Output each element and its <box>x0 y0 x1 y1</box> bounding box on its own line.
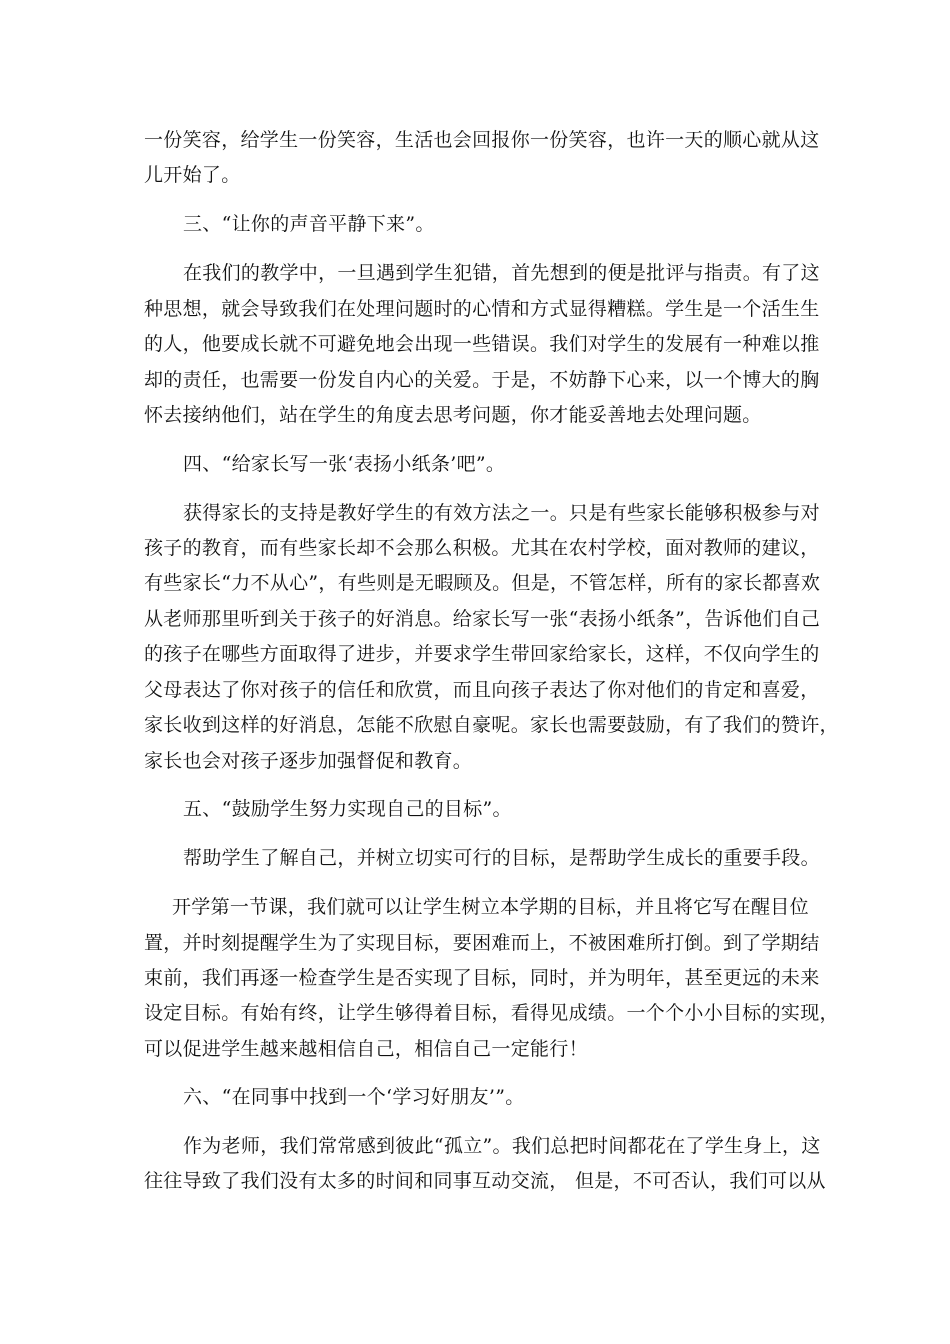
text-line: 获得家长的支持是教好学生的有效方法之一。只是有些家长能够积极参与对 <box>183 502 820 524</box>
text-line: 作为老师，我们常常感到彼此“孤立”。我们总把时间都花在了学生身上，这 <box>183 1135 821 1157</box>
text-line: 置，并时刻提醒学生为了实现目标，要困难而上，不被困难所打倒。到了学期结 <box>144 932 820 954</box>
text-line: 的人，他要成长就不可避免地会出现一些错误。我们对学生的发展有一种难以推 <box>144 333 820 355</box>
text-line: 在我们的教学中，一旦遇到学生犯错，首先想到的便是批评与指责。有了这 <box>183 262 820 284</box>
text-line: 家长也会对孩子逐步加强督促和教育。 <box>144 750 473 772</box>
section-heading: 六、“在同事中找到一个‘学习好朋友’”。 <box>183 1086 525 1108</box>
section-heading: 三、“让你的声音平静下来”。 <box>183 213 435 235</box>
text-line: 家长收到这样的好消息，怎能不欣慰自豪呢。家长也需要鼓励，有了我们的赞许， <box>144 714 839 736</box>
text-line: 种思想，就会导致我们在处理问题时的心情和方式显得糟糕。学生是一个活生生 <box>144 298 820 320</box>
text-line: 设定目标。有始有终，让学生够得着目标，看得见成绩。一个个小小目标的实现， <box>144 1002 839 1024</box>
text-line: 儿开始了。 <box>144 164 241 186</box>
text-line: 可以促进学生越来越相信自己，相信自己一定能行！ <box>144 1038 588 1060</box>
text-line: 却的责任，也需要一份发自内心的关爱。于是，不妨静下心来，以一个博大的胸 <box>144 369 820 391</box>
text-line: 的孩子在哪些方面取得了进步，并要求学生带回家给家长，这样，不仅向学生的 <box>144 643 820 665</box>
text-line: 往往导致了我们没有太多的时间和同事互动交流， 但是，不可否认，我们可以从 <box>144 1170 826 1192</box>
text-line: 怀去接纳他们，站在学生的角度去思考问题，你才能妥善地去处理问题。 <box>144 404 762 426</box>
text-line: 从老师那里听到关于孩子的好消息。给家长写一张“表扬小纸条”，告诉他们自己 <box>144 608 821 630</box>
section-heading: 五、“鼓励学生努力实现自己的目标”。 <box>183 798 512 820</box>
text-line: 帮助学生了解自己，并树立切实可行的目标，是帮助学生成长的重要手段。 <box>183 847 820 869</box>
text-line: 孩子的教育，而有些家长却不会那么积极。尤其在农村学校，面对教师的建议， <box>144 537 820 559</box>
text-line: 有些家长“力不从心”，有些则是无暇顾及。但是，不管怎样，所有的家长都喜欢 <box>144 572 821 594</box>
text-line: 一份笑容，给学生一份笑容，生活也会回报你一份笑容，也许一天的顺心就从这 <box>144 129 820 151</box>
text-line: 开学第一节课，我们就可以让学生树立本学期的目标，并且将它写在醒目位 <box>172 896 809 918</box>
text-line: 父母表达了你对孩子的信任和欣赏，而且向孩子表达了你对他们的肯定和喜爱， <box>144 679 820 701</box>
text-line: 束前，我们再逐一检查学生是否实现了目标，同时，并为明年，甚至更远的未来 <box>144 967 820 989</box>
section-heading: 四、“给家长写一张‘表扬小纸条’吧”。 <box>183 453 506 475</box>
